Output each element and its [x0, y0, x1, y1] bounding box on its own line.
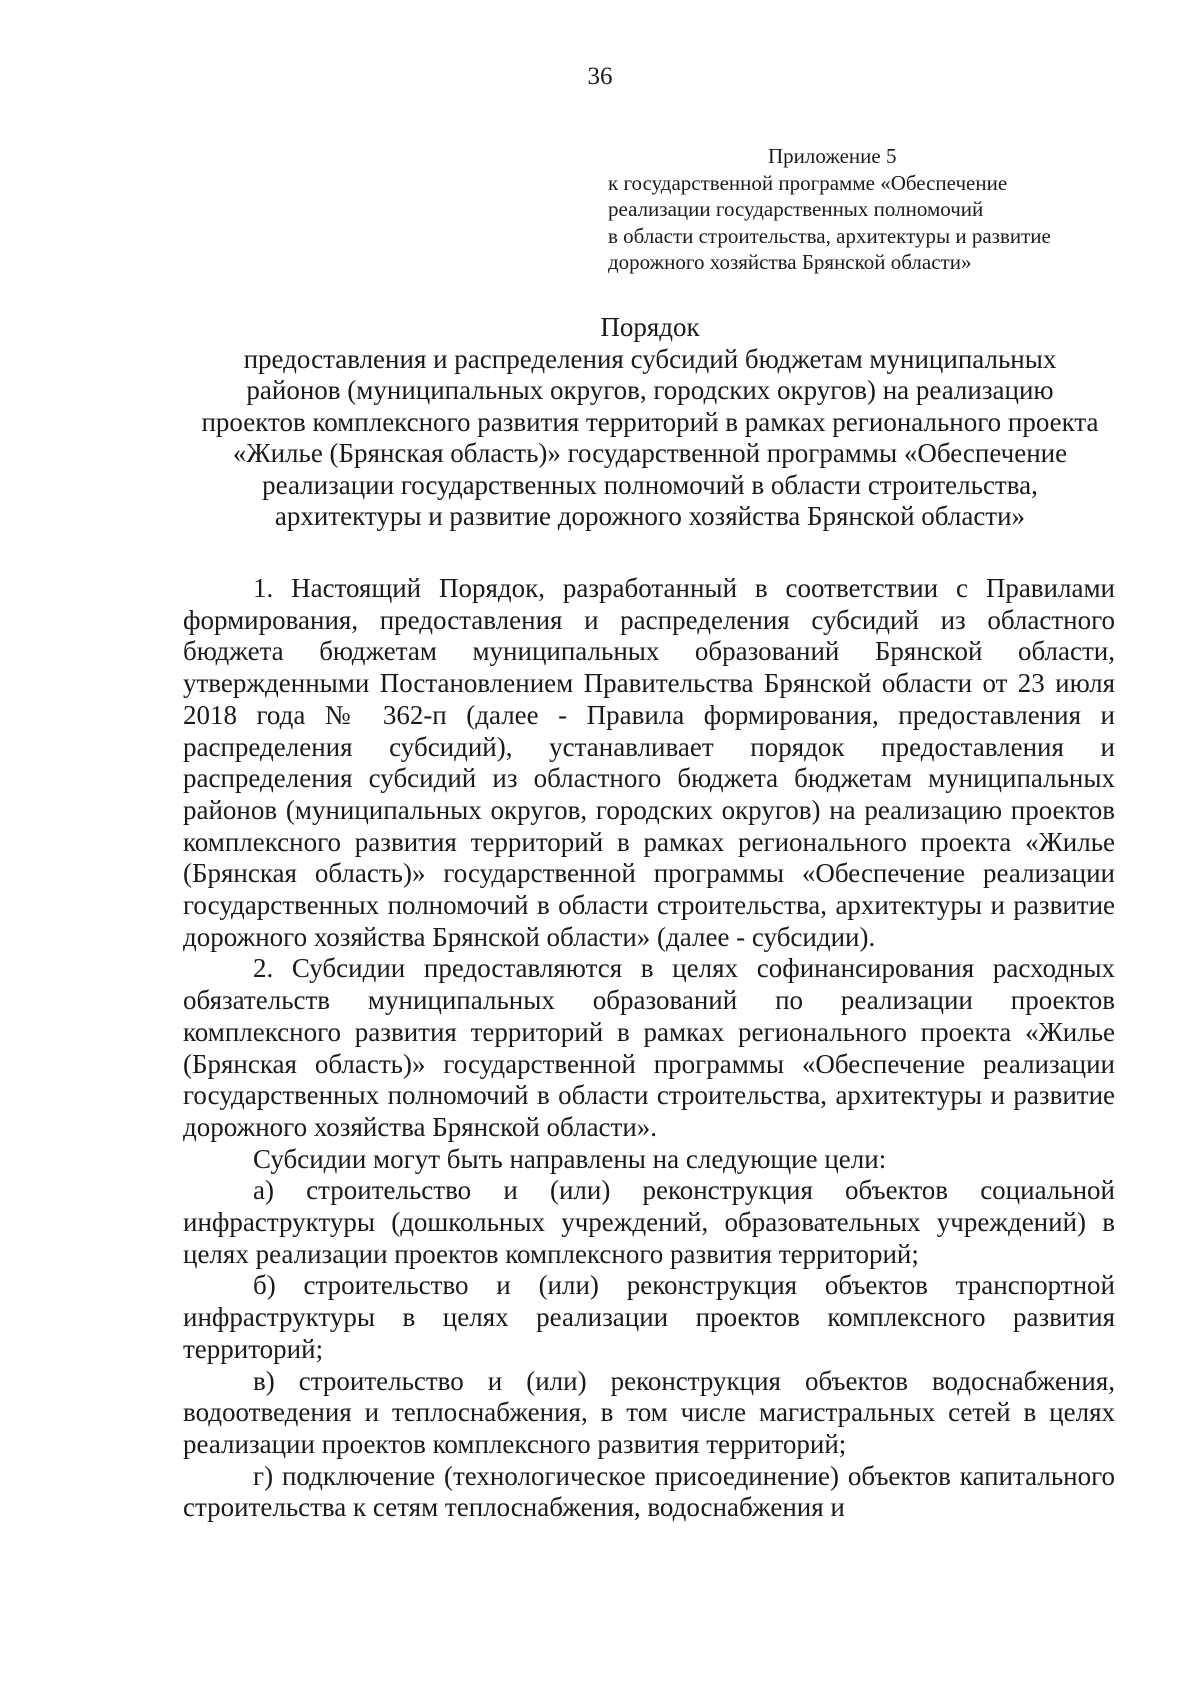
- goal-item-v: в) строительство и (или) реконструкция объектов водоснабжения, водоотведения и теплоснабжения, в том числе магистральных сетей в целях реализации проектов комплексного развития территорий;: [183, 1365, 1115, 1459]
- document-title-line: «Жилье (Брянская область)» государственной программы «Обеспечение: [232, 438, 1068, 468]
- appendix-header: [608, 143, 1168, 276]
- appendix-line: реализации государственных полномочий: [608, 197, 984, 221]
- document-title-line: архитектуры и развитие дорожного хозяйства Брянской области»: [274, 501, 1026, 531]
- paragraph-1: 1. Настоящий Порядок, разработанный в соответствии с Правилами формирования, предоставления и распределения субсидий из областного бюджета бюджетам муниципальных образований Брянской области, утвержденными Постановлением Правительства Брянской области от 23 июля 2018 года № 362-п (далее - Правила формирования, предоставления и распределения субсидий), устанавливает порядок предоставления и распределения субсидий из областного бюджета бюджетам муниципальных районов (муниципальных округов, городских округов) на реализацию проектов комплексного развития территорий в рамках регионального проекта «Жилье (Брянская область)» государственной программы «Обеспечение реализации государственных полномочий в области строительства, архитектуры и развитие дорожного хозяйства Брянской области» (далее - субсидии).: [183, 573, 1115, 952]
- paragraph-2: 2. Субсидии предоставляются в целях софинансирования расходных обязательств муниципальных образований по реализации проектов комплексного развития территорий в рамках регионального проекта «Жилье (Брянская область)» государственной программы «Обеспечение реализации государственных полномочий в области строительства, архитектуры и развитие дорожного хозяйства Брянской области».: [183, 953, 1115, 1142]
- document-title-line: реализации государственных полномочий в области строительства,: [262, 469, 1038, 500]
- document-title: [160, 312, 1140, 533]
- goal-item-g: г) подключение (технологическое присоединение) объектов капитального строительства к сетям теплоснабжения, водоснабжения и: [183, 1460, 1115, 1523]
- goal-item-a: а) строительство и (или) реконструкция объектов социальной инфраструктуры (дошкольных учреждений, образовательных учреждений) в целях реализации проектов комплексного развития территорий;: [183, 1175, 1115, 1269]
- appendix-line: к государственной программе «Обеспечение: [608, 170, 1008, 195]
- appendix-line: в области строительства, архитектуры и развитие: [608, 223, 1051, 248]
- paragraph-goals-intro: Субсидии могут быть направлены на следующие цели:: [253, 1143, 887, 1174]
- document-title-line: предоставления и распределения субсидий бюджетам муниципальных: [243, 343, 1057, 374]
- document-title-line: районов (муниципальных округов, городских округов) на реализацию: [246, 375, 1054, 405]
- document-heading: Порядок: [600, 312, 700, 342]
- document-title-line: проектов комплексного развития территорий в рамках регионального проекта: [201, 406, 1099, 437]
- document-body: [183, 573, 1115, 1524]
- appendix-title: Приложение 5: [768, 144, 897, 168]
- appendix-line: дорожного хозяйства Брянской области»: [608, 250, 972, 274]
- goal-item-b: б) строительство и (или) реконструкция объектов транспортной инфраструктуры в целях реализации проектов комплексного развития территорий;: [183, 1270, 1115, 1364]
- page-number: 36: [587, 63, 613, 90]
